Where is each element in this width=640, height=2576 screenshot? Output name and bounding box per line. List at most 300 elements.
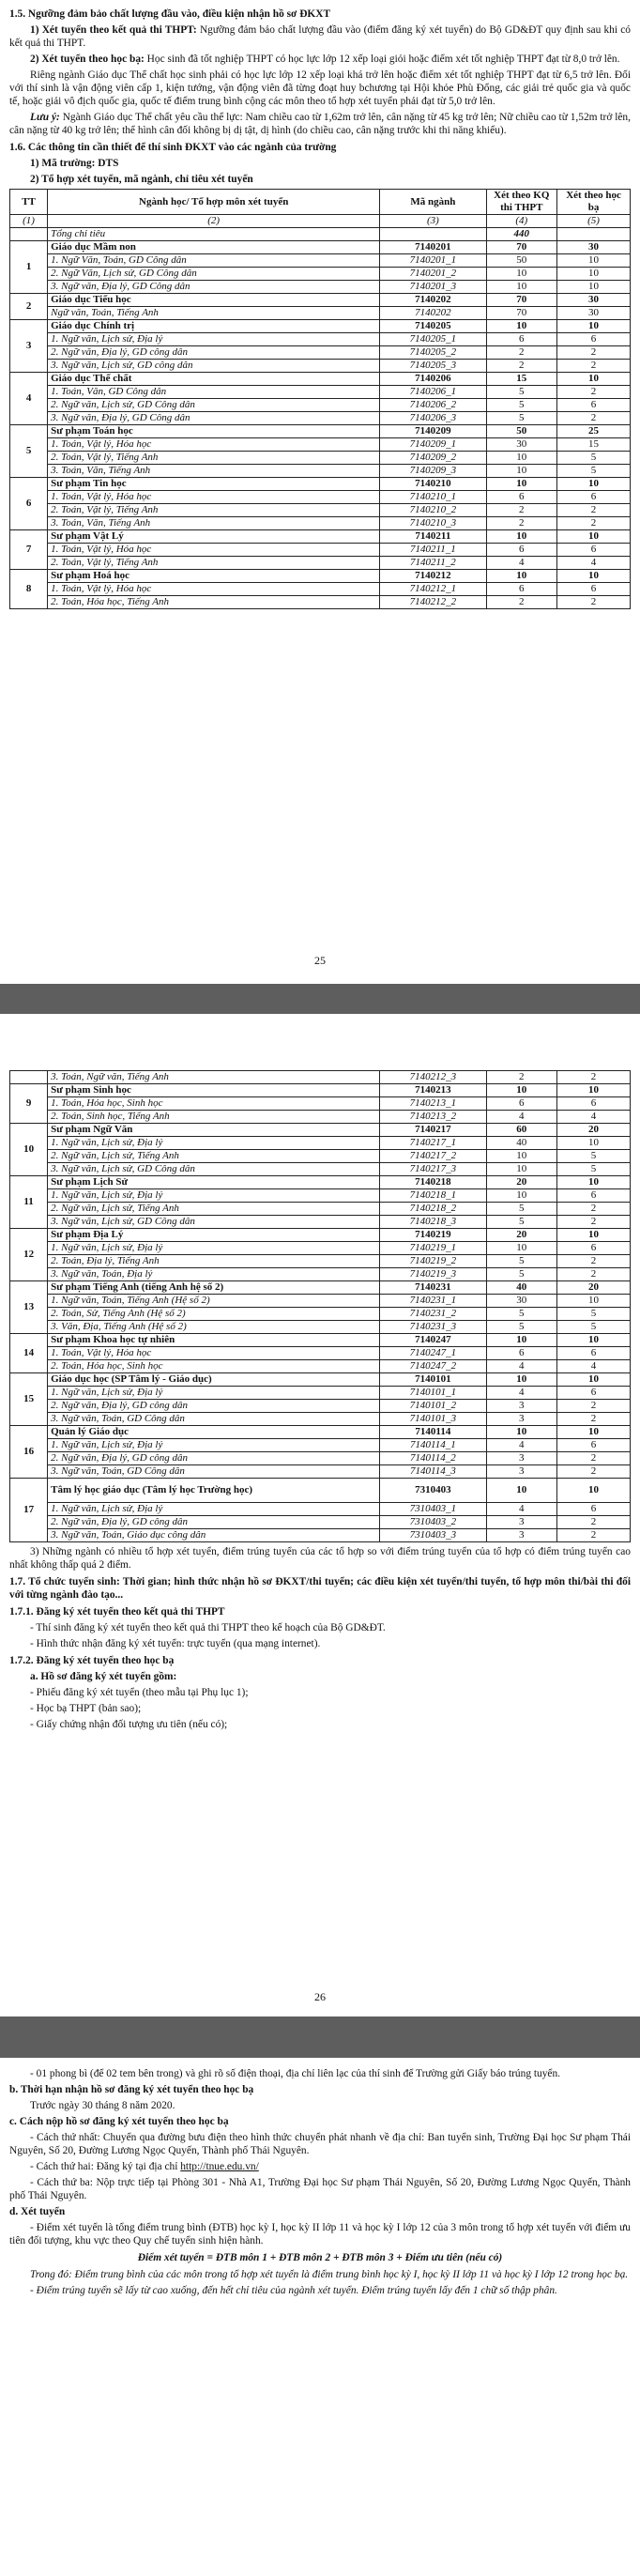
major-code: 7140211 xyxy=(380,530,486,544)
major-name: 3. Toán, Ngữ văn, Tiếng Anh xyxy=(48,1071,380,1084)
major-name: 3. Ngữ văn, Lịch sử, GD Công dân xyxy=(48,1163,380,1176)
quota-thpt: 30 xyxy=(486,438,557,452)
major-name: 1. Toán, Văn, GD Công dân xyxy=(48,386,380,399)
quota-hocba: 20 xyxy=(557,1124,631,1137)
quota-thpt: 5 xyxy=(486,1268,557,1281)
table-row-combination xyxy=(10,465,631,478)
major-name: Sư phạm Ngữ Văn xyxy=(48,1124,380,1137)
major-code: 7140201 xyxy=(380,241,486,254)
table-row-combination xyxy=(10,1189,631,1203)
major-name: Sư phạm Toán học xyxy=(48,425,380,438)
quota-hocba: 10 xyxy=(557,373,631,386)
paragraph-pe-threshold: Riêng ngành Giáo dục Thể chất học sinh phải có học lực lớp 12 xếp loại khá trở lên hoặc điểm xét tốt nghiệp THPT đạt từ 6,5 trở lên. Đối với thí sinh là vận động viên cấp 1, kiện tướng, vận động viên đã từng đoạt huy bchương tại Hội khỏe Phù Đổng, các giải trẻ quốc gia và quốc tế, hoặc giải vô địch quốc gia, quốc tế điểm trung bình cộng các môn theo tổ hợp xét tuyển phải đạt từ 5,0 trở lên. xyxy=(9,69,631,107)
text-pe-note: Ngành Giáo dục Thể chất yêu cầu thể lực: Nam chiều cao từ 1,62m trở lên, cân nặng từ 45 kg trở lên; Nữ chiều cao từ 1,52m trở lên, cân nặng từ 40 kg trở lên; thể hình cân đối không bị dị tật, dị hình (do chiều cao, cân nặng trước khi thi năng khiếu). xyxy=(9,112,631,136)
quota-hocba: 2 xyxy=(557,596,631,609)
quota-hocba: 30 xyxy=(557,307,631,320)
quota-hocba: 6 xyxy=(557,1242,631,1255)
col-number-2: (2) xyxy=(48,215,380,228)
quota-hocba: 10 xyxy=(557,268,631,281)
submission-method-2-text: - Cách thứ hai: Đăng ký tại địa chỉ xyxy=(30,2161,181,2172)
quota-thpt: 10 xyxy=(486,1479,557,1503)
major-code: 7140209_3 xyxy=(380,465,486,478)
table-row-combination xyxy=(10,504,631,517)
row-number: 10 xyxy=(10,1124,48,1176)
major-name: 3. Ngữ văn, Toán, Giáo dục công dân xyxy=(48,1529,380,1542)
quota-hocba: 4 xyxy=(557,1360,631,1373)
major-code: 7140205 xyxy=(380,320,486,333)
label-note: Lưu ý: xyxy=(30,112,60,123)
quota-hocba: 5 xyxy=(557,452,631,465)
major-name: 2. Toán, Vật lý, Tiếng Anh xyxy=(48,452,380,465)
quota-hocba: 30 xyxy=(557,241,631,254)
section-1-7-1-heading: 1.7.1. Đăng ký xét tuyển theo kết quả thi THPT xyxy=(9,1606,225,1618)
major-name: 1. Ngữ văn, Lịch sử, Địa lý xyxy=(48,333,380,346)
quota-hocba: 10 xyxy=(557,1373,631,1387)
quota-hocba: 2 xyxy=(557,1071,631,1084)
major-code: 7140219 xyxy=(380,1229,486,1242)
major-code: 7140205_3 xyxy=(380,360,486,373)
major-code: 7140219_2 xyxy=(380,1255,486,1268)
quota-hocba: 10 xyxy=(557,1084,631,1097)
quota-hocba: 2 xyxy=(557,1452,631,1465)
total-label: Tổng chỉ tiêu xyxy=(48,228,380,241)
quota-hocba: 2 xyxy=(557,360,631,373)
quota-hocba: 2 xyxy=(557,1400,631,1413)
quota-thpt: 10 xyxy=(486,1242,557,1255)
quota-hocba: 6 xyxy=(557,583,631,596)
page-number: 25 xyxy=(314,954,326,967)
table-row-combination xyxy=(10,557,631,570)
quota-thpt: 6 xyxy=(486,1097,557,1111)
table-row-major xyxy=(10,1426,631,1439)
quota-hocba: 25 xyxy=(557,425,631,438)
major-name: 2. Ngữ văn, Lịch sử, Tiếng Anh xyxy=(48,1150,380,1163)
table-row-combination xyxy=(10,1216,631,1229)
major-code: 7140209_1 xyxy=(380,438,486,452)
quota-hocba: 5 xyxy=(557,1321,631,1334)
quota-thpt: 70 xyxy=(486,294,557,307)
major-name: 2. Toán, Hóa học, Sinh học xyxy=(48,1360,380,1373)
quota-hocba: 2 xyxy=(557,1203,631,1216)
quota-thpt: 5 xyxy=(486,1216,557,1229)
quota-thpt: 3 xyxy=(486,1452,557,1465)
quota-thpt: 50 xyxy=(486,254,557,268)
major-name: Sư phạm Tiếng Anh (tiếng Anh hệ số 2) xyxy=(48,1281,380,1295)
quota-thpt: 2 xyxy=(486,596,557,609)
page-number: 26 xyxy=(314,1990,326,2003)
major-code: 7140201_2 xyxy=(380,268,486,281)
major-name: 3. Ngữ văn, Toán, GD Công dân xyxy=(48,1465,380,1479)
col-number-3: (3) xyxy=(380,215,486,228)
quota-thpt: 15 xyxy=(486,373,557,386)
major-code: 7140218_3 xyxy=(380,1216,486,1229)
quota-thpt: 10 xyxy=(486,281,557,294)
table-row-combination xyxy=(10,438,631,452)
quota-thpt: 20 xyxy=(486,1229,557,1242)
quota-hocba: 10 xyxy=(557,530,631,544)
major-code: 7140213_1 xyxy=(380,1097,486,1111)
deadline-text: Trước ngày 30 tháng 8 năm 2020. xyxy=(30,2100,175,2111)
dossier-item-1: - Phiếu đăng ký xét tuyển (theo mẫu tại Phụ lục 1); xyxy=(30,1687,249,1698)
table-row-combination xyxy=(10,491,631,504)
row-number: 2 xyxy=(10,294,48,320)
major-code: 7140210_2 xyxy=(380,504,486,517)
table-total-row xyxy=(10,228,631,241)
school-code: 1) Mã trường: DTS xyxy=(30,158,119,169)
major-code: 7140247_1 xyxy=(380,1347,486,1360)
table-row-combination xyxy=(10,452,631,465)
major-name: 3. Ngữ văn, Toán, GD Công dân xyxy=(48,1413,380,1426)
paragraph-pe-note xyxy=(9,111,631,137)
note-3: 3) Những ngành có nhiều tổ hợp xét tuyển, điểm trúng tuyển của các tổ hợp so với điểm trúng tuyển của tổ hợp có điểm trúng tuyển cao nhất không thấp quá 2 điểm. xyxy=(9,1546,631,1571)
quota-hocba: 10 xyxy=(557,320,631,333)
quota-thpt: 4 xyxy=(486,557,557,570)
table-row-combination xyxy=(10,1071,631,1084)
submission-method-2 xyxy=(9,2160,631,2173)
quota-thpt: 20 xyxy=(486,1176,557,1189)
table-row-combination xyxy=(10,1150,631,1163)
major-name: Sư phạm Sinh học xyxy=(48,1084,380,1097)
row-number: 6 xyxy=(10,478,48,530)
quota-thpt: 10 xyxy=(486,452,557,465)
table-row-combination xyxy=(10,596,631,609)
major-code: 7140114 xyxy=(380,1426,486,1439)
major-name: 2. Toán, Vật lý, Tiếng Anh xyxy=(48,557,380,570)
quota-hocba: 10 xyxy=(557,281,631,294)
quota-thpt: 6 xyxy=(486,583,557,596)
quota-thpt: 3 xyxy=(486,1465,557,1479)
major-code: 7140211_2 xyxy=(380,557,486,570)
major-name: 2. Toán, Vật lý, Tiếng Anh xyxy=(48,504,380,517)
row-number xyxy=(10,1071,48,1084)
section-1-7-2-heading: 1.7.2. Đăng ký xét tuyển theo học bạ xyxy=(9,1655,175,1666)
table-row-combination xyxy=(10,268,631,281)
major-code: 7140114_1 xyxy=(380,1439,486,1452)
quota-hocba: 15 xyxy=(557,438,631,452)
major-code: 7140202 xyxy=(380,307,486,320)
major-name: Sư phạm Lịch Sử xyxy=(48,1176,380,1189)
row-number: 4 xyxy=(10,373,48,425)
major-code: 7140231_2 xyxy=(380,1308,486,1321)
quota-thpt: 2 xyxy=(486,504,557,517)
quota-thpt: 4 xyxy=(486,1360,557,1373)
major-code: 7140205_2 xyxy=(380,346,486,360)
quota-thpt: 2 xyxy=(486,1071,557,1084)
quota-thpt: 10 xyxy=(486,1084,557,1097)
header-thpt: Xét theo KQ thi THPT xyxy=(486,190,557,215)
quota-hocba: 5 xyxy=(557,1150,631,1163)
col-number-4: (4) xyxy=(486,215,557,228)
quota-hocba: 6 xyxy=(557,333,631,346)
major-code: 7140210_3 xyxy=(380,517,486,530)
quota-hocba: 20 xyxy=(557,1281,631,1295)
quota-hocba: 30 xyxy=(557,294,631,307)
quota-hocba: 5 xyxy=(557,1308,631,1321)
quota-hocba: 4 xyxy=(557,1111,631,1124)
major-name: 2. Ngữ văn, Địa lý, GD công dân xyxy=(48,346,380,360)
major-code: 7310403 xyxy=(380,1479,486,1503)
major-code: 7140217_2 xyxy=(380,1150,486,1163)
table-row-major xyxy=(10,1084,631,1097)
dossier-heading: a. Hồ sơ đăng ký xét tuyển gồm: xyxy=(30,1671,177,1682)
major-name: 3. Văn, Địa, Tiếng Anh (Hệ số 2) xyxy=(48,1321,380,1334)
major-code: 7140212_1 xyxy=(380,583,486,596)
table-row-combination xyxy=(10,1308,631,1321)
quota-thpt: 10 xyxy=(486,320,557,333)
quota-thpt: 50 xyxy=(486,425,557,438)
major-name: Giáo dục Tiểu học xyxy=(48,294,380,307)
table-row-combination xyxy=(10,1321,631,1334)
major-code: 7140101 xyxy=(380,1373,486,1387)
quota-hocba: 2 xyxy=(557,386,631,399)
major-code: 7140206_2 xyxy=(380,399,486,412)
quota-thpt: 3 xyxy=(486,1529,557,1542)
major-code: 7140206_1 xyxy=(380,386,486,399)
major-name: 3. Ngữ văn, Địa lý, GD Công dân xyxy=(48,281,380,294)
quota-thpt: 10 xyxy=(486,1163,557,1176)
row-number: 15 xyxy=(10,1373,48,1426)
table-row-combination xyxy=(10,254,631,268)
admission-table-part-2 xyxy=(9,1070,631,1542)
selection-text-3: - Điểm trúng tuyển sẽ lấy từ cao xuống, đến hết chỉ tiêu của ngành xét tuyển. Điểm trúng tuyển lấy đến 1 chữ số thập phân. xyxy=(30,2285,557,2296)
table-row-major xyxy=(10,1124,631,1137)
quota-hocba: 6 xyxy=(557,1097,631,1111)
major-name: Ngữ văn, Toán, Tiếng Anh xyxy=(48,307,380,320)
header-code: Mã ngành xyxy=(380,190,486,215)
table-row-combination xyxy=(10,1400,631,1413)
table-row-combination xyxy=(10,1360,631,1373)
quota-thpt: 10 xyxy=(486,530,557,544)
major-code: 7140205_1 xyxy=(380,333,486,346)
deadline-heading: b. Thời hạn nhận hồ sơ đăng ký xét tuyển theo học bạ xyxy=(9,2084,254,2095)
quota-thpt: 2 xyxy=(486,517,557,530)
major-name: 1. Toán, Vật lý, Hóa học xyxy=(48,1347,380,1360)
major-name: Sư phạm Tin học xyxy=(48,478,380,491)
quota-hocba: 2 xyxy=(557,346,631,360)
admission-table-part-1 xyxy=(9,189,631,609)
major-code: 7140212 xyxy=(380,570,486,583)
quota-thpt: 4 xyxy=(486,1111,557,1124)
quota-thpt: 6 xyxy=(486,544,557,557)
quota-hocba: 2 xyxy=(557,1255,631,1268)
quota-hocba: 2 xyxy=(557,517,631,530)
section-1-5-heading: 1.5. Ngưỡng đảm bảo chất lượng đầu vào, điều kiện nhận hồ sơ ĐKXT xyxy=(9,8,331,20)
quota-thpt: 40 xyxy=(486,1137,557,1150)
selection-text-2: Trong đó: Điểm trung bình của các môn trong tổ hợp xét tuyển là điểm trung bình học kỳ I, học kỳ II lớp 11 và học kỳ I lớp 12 trong học bạ. xyxy=(30,2269,629,2280)
major-code: 7140247_2 xyxy=(380,1360,486,1373)
major-name: 1. Ngữ Văn, Toán, GD Công dân xyxy=(48,254,380,268)
table-row-combination xyxy=(10,1268,631,1281)
section-1-7-heading: 1.7. Tổ chức tuyển sinh: Thời gian; hình thức nhận hồ sơ ĐKXT/thi tuyển; các điều kiện xét tuyển/thi tuyển, tổ hợp môn thi/bài thi đối với từng ngành đào tạo... xyxy=(9,1576,631,1601)
table-row-major xyxy=(10,373,631,386)
major-name: 3. Ngữ văn, Lịch sử, GD Công dân xyxy=(48,1216,380,1229)
quota-hocba: 10 xyxy=(557,1137,631,1150)
major-name: 1. Toán, Vật lý, Hóa học xyxy=(48,438,380,452)
table-row-combination xyxy=(10,360,631,373)
table-row-combination xyxy=(10,1465,631,1479)
quota-thpt: 4 xyxy=(486,1439,557,1452)
table-row-major xyxy=(10,478,631,491)
quota-thpt: 30 xyxy=(486,1295,557,1308)
quota-thpt: 10 xyxy=(486,1150,557,1163)
label-thpt: 1) Xét tuyển theo kết quả thi THPT: xyxy=(30,24,197,36)
table-row-combination xyxy=(10,1347,631,1360)
major-code: 7140231_1 xyxy=(380,1295,486,1308)
quota-hocba: 5 xyxy=(557,465,631,478)
quota-hocba: 6 xyxy=(557,1347,631,1360)
quota-hocba: 10 xyxy=(557,570,631,583)
major-name: 2. Ngữ Văn, Lịch sử, GD Công dân xyxy=(48,268,380,281)
row-number: 11 xyxy=(10,1176,48,1229)
quota-hocba: 10 xyxy=(557,1479,631,1503)
table-row-major xyxy=(10,425,631,438)
tnue-link[interactable]: http://tnue.edu.vn/ xyxy=(180,2161,259,2172)
major-name: 2. Toán, Sinh học, Tiếng Anh xyxy=(48,1111,380,1124)
row-number: 8 xyxy=(10,570,48,609)
row-number: 3 xyxy=(10,320,48,373)
row-number: 12 xyxy=(10,1229,48,1281)
quota-hocba: 6 xyxy=(557,399,631,412)
row-number: 16 xyxy=(10,1426,48,1479)
table-row-major xyxy=(10,1373,631,1387)
table-row-combination xyxy=(10,1529,631,1542)
table-row-combination xyxy=(10,1255,631,1268)
document-page-26 xyxy=(0,1014,640,2016)
major-code: 7140101_1 xyxy=(380,1387,486,1400)
major-code: 7140101_3 xyxy=(380,1413,486,1426)
submission-method-3: - Cách thứ ba: Nộp trực tiếp tại Phòng 301 - Nhà A1, Trường Đại học Sư phạm Thái Nguyên, Số 20, Đường Lương Ngọc Quyến, Thành phố Thái Nguyên. xyxy=(9,2177,631,2201)
major-name: 1. Ngữ văn, Lịch sử, Địa lý xyxy=(48,1242,380,1255)
table-row-major xyxy=(10,1229,631,1242)
table-caption: 2) Tổ hợp xét tuyển, mã ngành, chỉ tiêu xét tuyển xyxy=(30,174,253,185)
quota-hocba: 6 xyxy=(557,544,631,557)
quota-hocba: 2 xyxy=(557,1529,631,1542)
major-code: 7140218_1 xyxy=(380,1189,486,1203)
major-code: 7140212_3 xyxy=(380,1071,486,1084)
quota-thpt: 5 xyxy=(486,399,557,412)
major-name: 3. Ngữ văn, Lịch sử, GD công dân xyxy=(48,360,380,373)
quota-thpt: 70 xyxy=(486,307,557,320)
table-row-major xyxy=(10,320,631,333)
major-name: 2. Toán, Sử, Tiếng Anh (Hệ số 2) xyxy=(48,1308,380,1321)
total-code xyxy=(380,228,486,241)
selection-text-1: - Điểm xét tuyển là tổng điểm trung bình (ĐTB) học kỳ I, học kỳ II lớp 11 và học kỳ I lớp 12 của 3 môn trong tổ hợp xét tuyển với điểm ưu tiên đối tượng, khu vực theo Quy chế tuyển sinh hiện hành. xyxy=(9,2222,631,2246)
major-name: 2. Ngữ văn, Địa lý, GD công dân xyxy=(48,1400,380,1413)
major-name: 2. Ngữ văn, Địa lý, GD công dân xyxy=(48,1516,380,1529)
quota-thpt: 6 xyxy=(486,1347,557,1360)
quota-hocba: 5 xyxy=(557,1163,631,1176)
section-1-6-heading: 1.6. Các thông tin cần thiết để thí sinh ĐKXT vào các ngành của trường xyxy=(9,142,337,153)
row-number: 7 xyxy=(10,530,48,570)
quota-thpt: 60 xyxy=(486,1124,557,1137)
quota-thpt: 2 xyxy=(486,360,557,373)
major-name: 3. Ngữ văn, Toán, Địa lý xyxy=(48,1268,380,1281)
major-code: 7140213_2 xyxy=(380,1111,486,1124)
major-code: 7140114_2 xyxy=(380,1452,486,1465)
paragraph-thpt-threshold xyxy=(9,23,631,50)
major-name: 1. Ngữ văn, Lịch sử, Địa lý xyxy=(48,1503,380,1516)
quota-thpt: 5 xyxy=(486,1203,557,1216)
major-name: Sư phạm Hoá học xyxy=(48,570,380,583)
major-name: 2. Toán, Địa lý, Tiếng Anh xyxy=(48,1255,380,1268)
major-code: 7140202 xyxy=(380,294,486,307)
quota-thpt: 5 xyxy=(486,1255,557,1268)
quota-hocba: 10 xyxy=(557,478,631,491)
table-row-major xyxy=(10,294,631,307)
quota-hocba: 10 xyxy=(557,254,631,268)
list-item-thpt-2: - Hình thức nhận đăng ký xét tuyển: trực tuyến (qua mạng internet). xyxy=(30,1638,321,1649)
table-row-combination xyxy=(10,346,631,360)
quota-hocba: 2 xyxy=(557,1216,631,1229)
major-name: 1. Toán, Vật lý, Hóa học xyxy=(48,491,380,504)
quota-thpt: 10 xyxy=(486,1426,557,1439)
table-row-combination xyxy=(10,399,631,412)
table-row-major xyxy=(10,1176,631,1189)
table-row-major xyxy=(10,530,631,544)
quota-hocba: 6 xyxy=(557,1387,631,1400)
table-row-major xyxy=(10,1334,631,1347)
table-header-row xyxy=(10,190,631,215)
quota-thpt: 10 xyxy=(486,478,557,491)
table-row-combination xyxy=(10,333,631,346)
header-tt: TT xyxy=(10,190,48,215)
quota-thpt: 70 xyxy=(486,241,557,254)
major-code: 7140218_2 xyxy=(380,1203,486,1216)
major-name: 1. Ngữ văn, Lịch sử, Địa lý xyxy=(48,1387,380,1400)
table-row-combination xyxy=(10,544,631,557)
quota-thpt: 5 xyxy=(486,386,557,399)
major-code: 7140217 xyxy=(380,1124,486,1137)
paragraph-hocba-threshold xyxy=(9,53,631,66)
total-hocba xyxy=(557,228,631,241)
table-row-combination xyxy=(10,307,631,320)
major-code: 7140101_2 xyxy=(380,1400,486,1413)
table-row-combination xyxy=(10,1295,631,1308)
table-row-combination xyxy=(10,1452,631,1465)
major-name: 2. Ngữ văn, Lịch sử, GD Công dân xyxy=(48,399,380,412)
major-name: 2. Ngữ văn, Lịch sử, Tiếng Anh xyxy=(48,1203,380,1216)
submission-method-1: - Cách thứ nhất: Chuyển qua đường bưu điện theo hình thức chuyển phát nhanh về địa chỉ: Ban tuyển sinh, Trường Đại học Sư phạm Thái Nguyên, Số 20, Đường Lương Ngọc Quyến, Thành phố Thái Nguyên. xyxy=(9,2132,631,2156)
table-row-major xyxy=(10,1281,631,1295)
major-name: Sư phạm Địa Lý xyxy=(48,1229,380,1242)
quota-hocba: 2 xyxy=(557,1268,631,1281)
table-row-major xyxy=(10,1479,631,1503)
major-name: 1. Ngữ văn, Lịch sử, Địa lý xyxy=(48,1439,380,1452)
major-code: 7310403_3 xyxy=(380,1529,486,1542)
row-number: 9 xyxy=(10,1084,48,1124)
quota-hocba: 2 xyxy=(557,412,631,425)
quota-hocba: 4 xyxy=(557,557,631,570)
list-item-thpt-1: - Thí sinh đăng ký xét tuyển theo kết quả thi THPT theo kế hoạch của Bộ GD&ĐT. xyxy=(30,1622,386,1633)
header-name: Ngành học/ Tổ hợp môn xét tuyển xyxy=(48,190,380,215)
table-row-combination xyxy=(10,1439,631,1452)
table-row-combination xyxy=(10,1387,631,1400)
table-row-combination xyxy=(10,1097,631,1111)
table-row-combination xyxy=(10,1516,631,1529)
major-name: 3. Toán, Văn, Tiếng Anh xyxy=(48,465,380,478)
major-name: Quản lý Giáo dục xyxy=(48,1426,380,1439)
table-row-combination xyxy=(10,583,631,596)
quota-thpt: 40 xyxy=(486,1281,557,1295)
quota-thpt: 4 xyxy=(486,1503,557,1516)
major-name: 1. Ngữ văn, Toán, Tiếng Anh (Hệ số 2) xyxy=(48,1295,380,1308)
major-code: 7140212_2 xyxy=(380,596,486,609)
quota-hocba: 10 xyxy=(557,1295,631,1308)
major-code: 7140219_3 xyxy=(380,1268,486,1281)
major-name: Giáo dục Mầm non xyxy=(48,241,380,254)
major-code: 7140211_1 xyxy=(380,544,486,557)
text-thpt-threshold: Ngưỡng đảm bảo chất lượng đầu vào (điểm đăng ký xét tuyển) do Bộ GD&ĐT quy định sau khi có kết quả thi THPT. xyxy=(9,24,631,49)
